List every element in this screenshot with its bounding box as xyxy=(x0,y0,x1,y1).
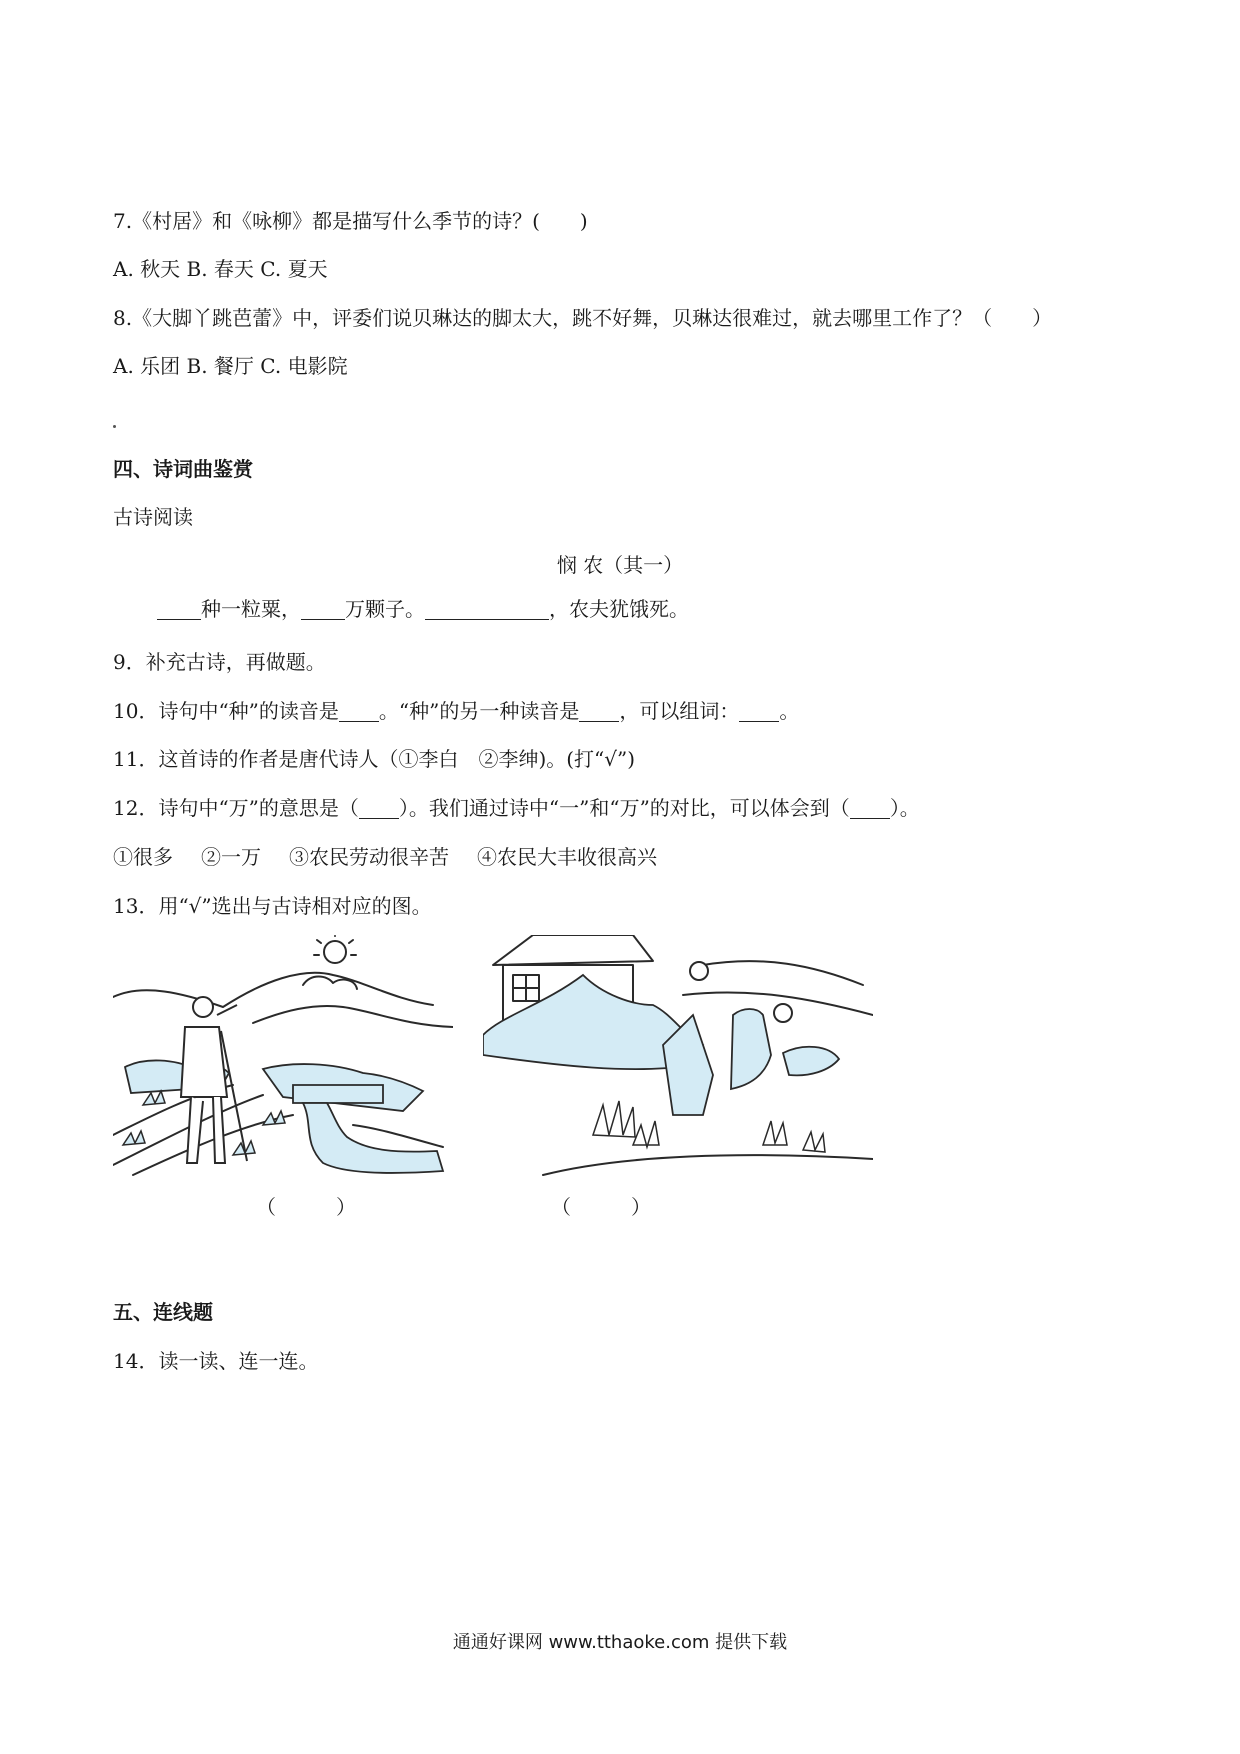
question-12-options xyxy=(113,843,685,871)
image-2-answer-paren[interactable]: （ ） xyxy=(551,1195,651,1219)
q12-option-3: ③农民劳动很辛苦 xyxy=(289,845,449,869)
question-13: 13．用“√”选出与古诗相对应的图。 xyxy=(113,894,432,918)
q12-blank-1[interactable] xyxy=(359,796,399,819)
illustration-two-figures xyxy=(483,935,873,1185)
question-7-options: A. 秋天 B. 春天 C. 夏天 xyxy=(113,257,328,281)
question-9: 9．补充古诗，再做题。 xyxy=(113,650,326,674)
image-1-answer-paren[interactable]: （ ） xyxy=(256,1195,356,1219)
illustration-farmer-field xyxy=(113,935,453,1185)
question-12: 12．诗句中“万”的意思是（ ）。我们通过诗中“一”和“万”的对比，可以体会到（ ）。 xyxy=(113,796,920,820)
poem-blank-3[interactable] xyxy=(425,597,549,620)
q10-blank-2[interactable] xyxy=(579,699,619,722)
question-11: 11．这首诗的作者是唐代诗人（①李白 ②李绅)。(打“√”) xyxy=(113,747,636,771)
q10-blank-3[interactable] xyxy=(739,699,779,722)
section-4-subheading: 古诗阅读 xyxy=(113,505,193,529)
poem-blank-2[interactable] xyxy=(301,597,345,620)
question-10: 10．诗句中“种”的读音是 。“种”的另一种读音是 ，可以组词： 。 xyxy=(113,699,800,723)
q12-blank-2[interactable] xyxy=(850,796,890,819)
poem-blank-1[interactable] xyxy=(157,597,201,620)
poem-line xyxy=(157,595,689,623)
poem-part-3: ，农夫犹饿死。 xyxy=(549,597,689,621)
section-5-heading: 五、连线题 xyxy=(113,1300,213,1324)
section-4-heading: 四、诗词曲鉴赏 xyxy=(113,457,253,481)
poem-part-2: 万颗子。 xyxy=(345,597,425,621)
question-7: 7.《村居》和《咏柳》都是描写什么季节的诗？( ) xyxy=(113,209,588,233)
question-14: 14．读一读、连一连。 xyxy=(113,1349,319,1373)
q12-option-4: ④农民大丰收很高兴 xyxy=(477,845,657,869)
question-8: 8.《大脚丫跳芭蕾》中，评委们说贝琳达的脚太大，跳不好舞，贝琳达很难过，就去哪里工作了？（ ） xyxy=(113,306,1053,330)
page-footer: 通通好课网 www.tthaoke.com 提供下载 xyxy=(452,1632,788,1653)
q12-option-1: ①很多 xyxy=(113,845,173,869)
poem-part-1: 种一粒粟， xyxy=(201,597,301,621)
q10-blank-1[interactable] xyxy=(339,699,379,722)
question-8-options: A. 乐团 B. 餐厅 C. 电影院 xyxy=(113,354,348,378)
stray-dot xyxy=(113,425,116,428)
q12-option-2: ②一万 xyxy=(201,845,261,869)
poem-title: 悯 农（其一） xyxy=(556,553,684,577)
